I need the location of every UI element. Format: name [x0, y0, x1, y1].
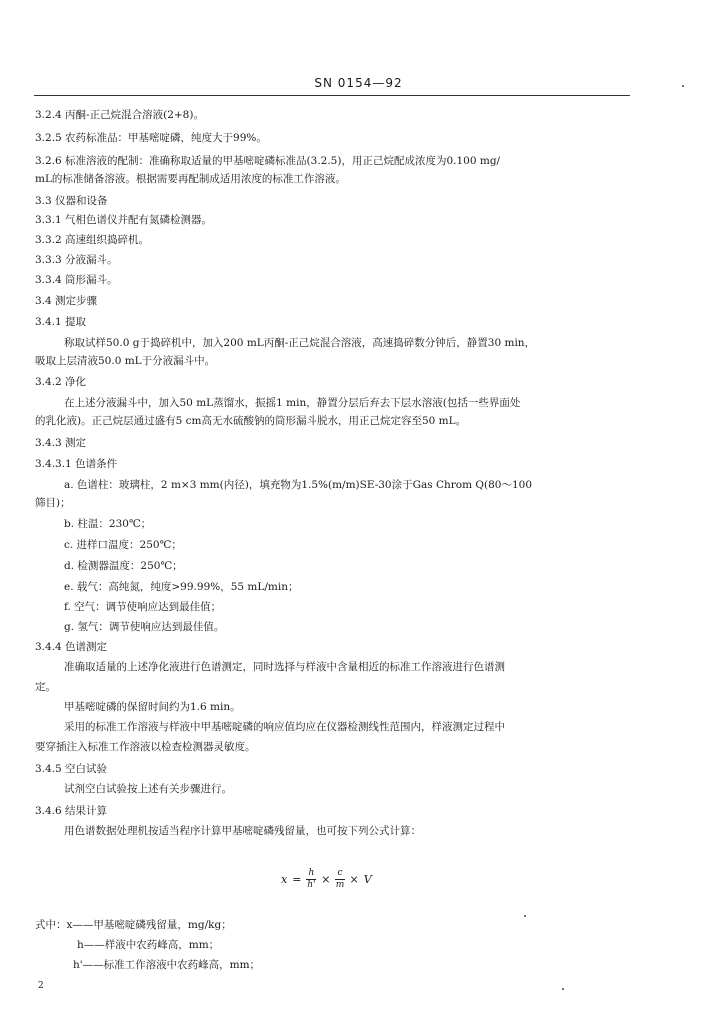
formula-lhs: x: [281, 872, 288, 886]
item-3-4-1-heading: 3.4.1 提取: [35, 316, 87, 328]
condition-e: e. 载气：高纯氮，纯度>99.99%，55 mL/min；: [64, 581, 299, 593]
item-3-2-6-cont: mL的标准储备溶液。根据需要再配制成适用浓度的标准工作溶液。: [35, 173, 346, 185]
formula-times-2: ×: [349, 872, 359, 886]
header-rule: [34, 95, 630, 96]
paragraph-chromatography: 准确取适量的上述净化液进行色谱测定，同时选择与样液中含量相近的标准工作溶液进行色谱测: [64, 661, 505, 673]
residue-formula: [281, 862, 372, 896]
paragraph-cleanup-cont: 的乳化液)。正己烷层通过盛有5 cm高无水硫酸钠的筒形漏斗脱水，用正己烷定容至50 mL。: [35, 415, 467, 427]
formula-equals: =: [292, 872, 302, 886]
scan-speck: [562, 988, 564, 990]
standard-number-header: SN 0154—92: [314, 76, 403, 90]
item-3-3-2: 3.3.2 高速组织捣碎机。: [35, 234, 150, 246]
page-number: 2: [38, 981, 44, 991]
formula-rhs: V: [363, 872, 372, 886]
item-3-3-1: 3.3.1 气相色谱仪并配有氮磷检测器。: [35, 214, 213, 226]
item-3-4-3-heading: 3.4.3 测定: [35, 437, 87, 449]
formula-f2-denominator: m: [335, 879, 345, 890]
condition-g: g. 氢气：调节使响应达到最佳值。: [64, 621, 225, 633]
paragraph-retention-time: 甲基嘧啶磷的保留时间约为1.6 min。: [64, 701, 241, 713]
formula-f2-numerator: c: [337, 867, 343, 878]
where-x: 式中：x——甲基嘧啶磷残留量，mg/kg；: [35, 919, 232, 931]
item-3-4-3-1-heading: 3.4.3.1 色谱条件: [35, 458, 118, 470]
item-3-4-4-heading: 3.4.4 色谱测定: [35, 641, 108, 653]
formula-times-1: ×: [321, 872, 331, 886]
item-3-3-4: 3.3.4 筒形漏斗。: [35, 274, 118, 286]
condition-d: d. 检测器温度：250℃；: [64, 560, 183, 572]
paragraph-linearity: 采用的标准工作溶液与样液中甲基嘧啶磷的响应值均应在仪器检测线性范围内，样液测定过程中: [64, 721, 505, 733]
item-3-3-3: 3.3.3 分液漏斗。: [35, 254, 118, 266]
where-h: h——样液中农药峰高，mm；: [77, 939, 220, 951]
scan-speck: [682, 85, 684, 87]
item-3-4-6-heading: 3.4.6 结果计算: [35, 805, 108, 817]
condition-a-cont: 筛目)；: [35, 497, 71, 509]
paragraph-cleanup: 在上述分液漏斗中，加入50 mL蒸馏水，振摇1 min，静置分层后弃去下层水溶液(包括一些界面处: [64, 397, 521, 409]
item-3-2-6: 3.2.6 标准溶液的配制：准确称取适量的甲基嘧啶磷标准品(3.2.5)，用正己烷配成浓度为0.100 mg/: [35, 155, 501, 167]
where-h-prime: h'——标准工作溶液中农药峰高，mm；: [73, 959, 261, 971]
condition-f: f. 空气：调节使响应达到最佳值；: [64, 601, 222, 613]
formula-f1-denominator: h': [307, 879, 316, 890]
paragraph-extraction-cont: 吸取上层清液50.0 mL于分液漏斗中。: [35, 355, 216, 367]
paragraph-extraction: 称取试样50.0 g于捣碎机中，加入200 mL丙酮-正己烷混合溶液，高速捣碎数分钟后，静置30 min，: [64, 337, 536, 349]
item-3-2-4: 3.2.4 丙酮-正己烷混合溶液(2+8)。: [35, 109, 204, 121]
condition-a: a. 色谱柱：玻璃柱，2 m×3 mm(内径)，填充物为1.5%(m/m)SE-30涂于Gas Chrom Q(80～100: [64, 479, 533, 491]
formula-fraction-h: [306, 868, 316, 891]
condition-c: c. 进样口温度：250℃；: [64, 539, 182, 551]
paragraph-blank-test: 试剂空白试验按上述有关步骤进行。: [64, 783, 232, 795]
condition-b: b. 柱温：230℃；: [64, 518, 152, 530]
scan-speck: [524, 915, 526, 917]
formula-fraction-c: [335, 868, 344, 891]
item-3-4-2-heading: 3.4.2 净化: [35, 376, 87, 388]
paragraph-calculation: 用色谱数据处理机按适当程序计算甲基嘧啶磷残留量，也可按下列公式计算：: [64, 825, 421, 837]
item-3-2-5: 3.2.5 农药标准品：甲基嘧啶磷，纯度大于99%。: [35, 132, 267, 144]
paragraph-linearity-cont: 要穿插注入标准工作溶液以检查检测器灵敏度。: [35, 741, 256, 753]
formula-f1-numerator: h: [308, 867, 315, 878]
section-3-4-heading: 3.4 测定步骤: [35, 295, 98, 307]
paragraph-chromatography-cont: 定。: [35, 681, 56, 693]
item-3-4-5-heading: 3.4.5 空白试验: [35, 763, 108, 775]
section-3-3-heading: 3.3 仪器和设备: [35, 195, 108, 207]
